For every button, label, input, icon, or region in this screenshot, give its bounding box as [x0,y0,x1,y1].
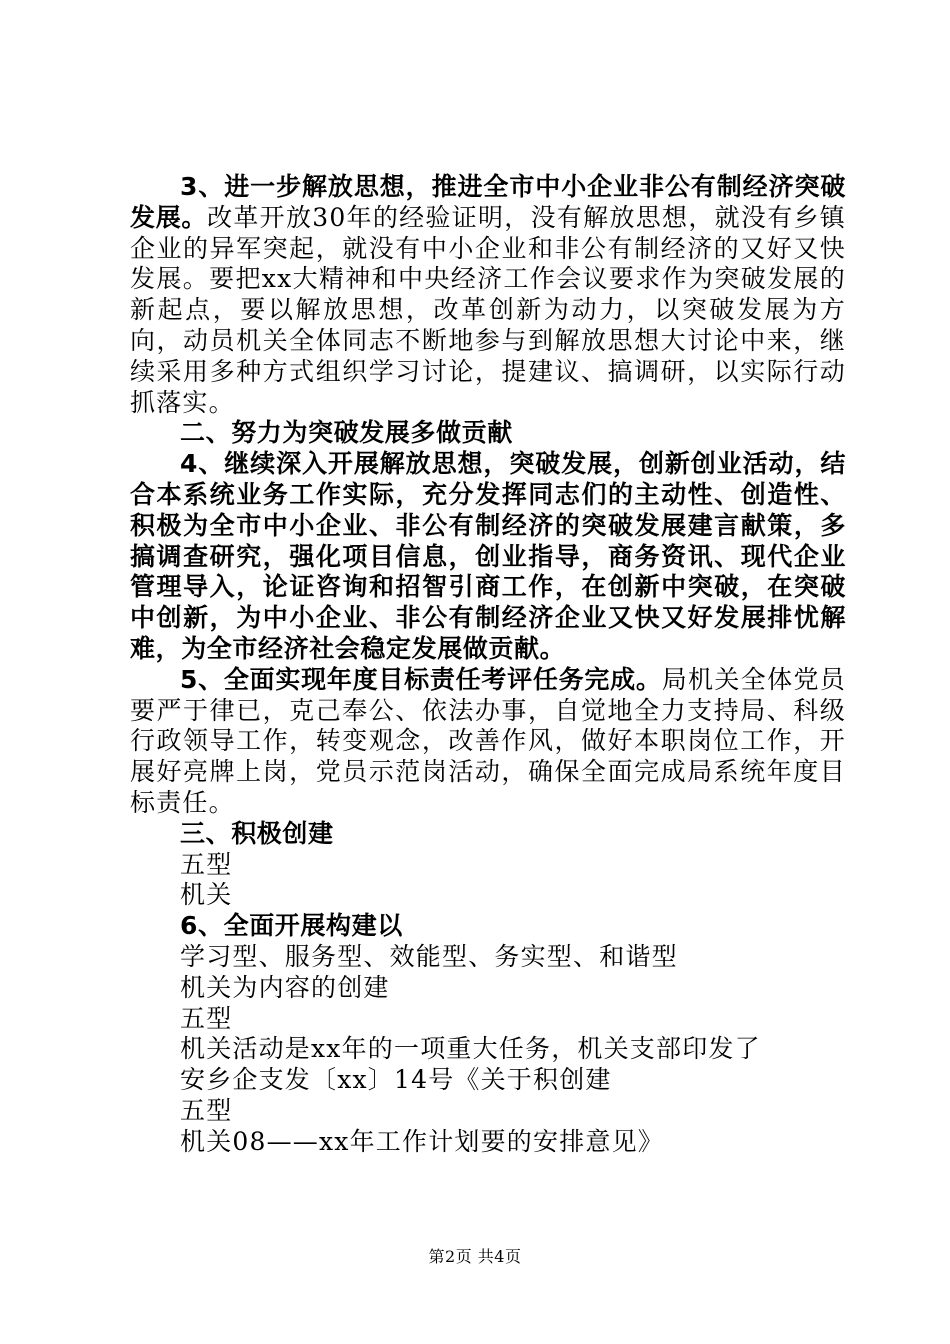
document-body [130,172,846,1158]
paragraph-3 [130,172,846,418]
paragraph-3-text: 改革开放30年的经验证明，没有解放思想，就没有乡镇企业的异军突起，就没有中小企业和非公有制经济的又好又快发展。要把xx大精神和中央经济工作会议要求作为突破发展的新起点，要以解放思想，改革创新为动力，以突破发展为方向，动员机关全体同志不断地参与到解放思想大讨论中来，继续采用多种方式组织学习讨论，提建议、搞调研，以实际行动抓落实。 [130,202,846,417]
paragraph-5 [130,665,846,819]
paragraph-4: 4、继续深入开展解放思想，突破发展，创新创业活动，结合本系统业务工作实际，充分发挥同志们的主动性、创造性、积极为全市中小企业、非公有制经济的突破发展建言献策，多搞调查研究，强化项目信息，创业指导，商务资讯、现代企业管理导入，论证咨询和招智引商工作，在创新中突破，在突破中创新，为中小企业、非公有制经济企业又快又好发展排忧解难，为全市经济社会稳定发展做贡献。 [130,449,846,663]
section-heading-2: 二、努力为突破发展多做贡献 [180,418,513,448]
line-3: 6、全面开展构建以 [180,911,403,941]
line-7: 机关活动是xx年的一项重大任务，机关支部印发了 [180,1034,761,1064]
line-10: 机关08——xx年工作计划要的安排意见》 [180,1126,665,1156]
paragraph-5-lead: 5、全面实现年度目标责任考评任务完成。 [180,664,662,694]
line-4: 学习型、服务型、效能型、务实型、和谐型 [180,941,678,971]
line-5: 机关为内容的创建 [180,972,390,1002]
line-9: 五型 [180,1095,233,1125]
paragraph-5-text: 局机关全体党员要严于律已，克己奉公、依法办事，自觉地全力支持局、科级行政领导工作，转变观念，改善作风，做好本职岗位工作，开展好亮牌上岗，党员示范岗活动，确保全面完成局系统年度目标责任。 [130,664,846,817]
page-footer: 第2页 共4页 [428,1247,522,1266]
line-8: 安乡企支发〔xx〕14号《关于积创建 [180,1065,612,1095]
line-1: 五型 [180,849,233,879]
line-6: 五型 [180,1003,233,1033]
section-heading-3: 三、积极创建 [180,818,334,848]
paragraph-3-lead: 3、进一步解放思想，推进全市中小企业非公有制经济突破发展。 [130,172,846,232]
line-2: 机关 [180,880,233,910]
